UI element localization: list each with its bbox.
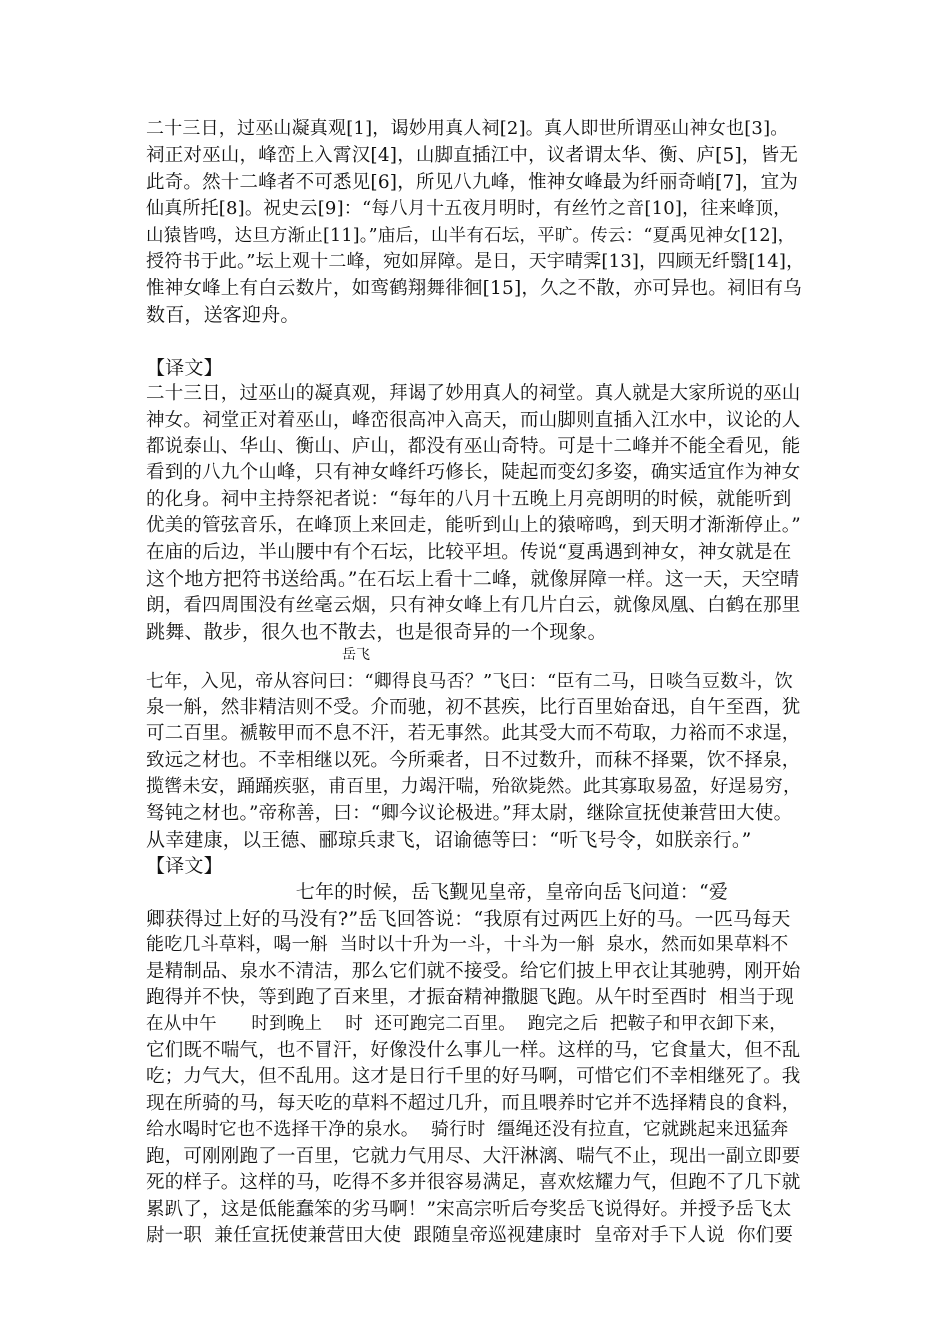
text-line: 七年，入见，帝从容问曰：“卿得良马否？”飞曰：“臣有二马，日啖刍豆数斗，饮 — [146, 671, 794, 692]
text-line: 卿获得过上好的马没有?”岳飞回答说：“我原有过两匹上好的马。一匹马每天 — [146, 908, 791, 930]
text-line: 此奇。然十二峰者不可悉见[6]，所见八九峰，惟神女峰最为纤丽奇峭[7]，宜为 — [146, 172, 799, 193]
author-name: 岳飞 — [342, 647, 370, 663]
text-line: 神女。祠堂正对着巫山，峰峦很高冲入高天，而山脚则直插入江水中，议论的人 — [146, 410, 801, 431]
text-line: 致远之材也。不幸相继以死。今所乘者，日不过数升，而秣不择粟，饮不择泉， — [146, 750, 801, 771]
text-line: 它们既不喘气，也不冒汗，好像没什么事儿一样。这样的马，它食量大，但不乱 — [146, 1040, 801, 1061]
text-line: 能吃几斗草料，喝一斛 当时以十升为一斗，十斗为一斛 泉水，然而如果草料不 — [146, 934, 789, 955]
text-line: 给水喝时它也不选择干净的泉水。 骑行时 缰绳还没有拉直，它就跳起来迅猛奔 — [146, 1119, 789, 1140]
text-line: 从幸建康，以王德、郦琼兵隶飞，诏谕德等曰：“听飞号令，如朕亲行。” — [146, 829, 752, 851]
text-line: 二十三日，过巫山凝真观[1]，谒妙用真人祠[2]。真人即世所谓巫山神女也[3]。 — [146, 118, 789, 139]
text-line: 吃；力气大，但不乱用。这才是日行千里的好马啊，可惜它们不幸相继死了。我 — [146, 1066, 801, 1087]
text-line: 的化身。祠中主持祭祀者说：“每年的八月十五晚上月亮朗明的时候，就能听到 — [146, 489, 792, 510]
text-line: 跑得并不快，等到跑了百来里，才振奋精神撒腿飞跑。从午时至酉时 相当于现 — [146, 987, 794, 1008]
section-heading: 【译文】 — [146, 855, 223, 877]
text-line: 死的样子。这样的马，吃得不多并很容易满足，喜欢炫耀力气，但跑不了几下就 — [146, 1172, 801, 1193]
text-line: 在从中午 时到晚上 时 还可跑完二百里。 跑完之后 把鞍子和甲衣卸下来， — [146, 1014, 787, 1034]
text-line: 都说泰山、华山、衡山、庐山，都没有巫山奇特。可是十二峰并不能全看见，能 — [146, 436, 801, 457]
section-heading: 【译文】 — [146, 357, 223, 379]
text-line: 仙真所托[8]。祝史云[9]：“每八月十五夜月明时，有丝竹之音[10]，往来峰顶， — [146, 198, 792, 219]
text-line: 山猿皆鸣，达旦方渐止[11]。”庙后，山半有石坛，平旷。传云：“夏禹见神女[12]， — [146, 226, 796, 246]
text-line: 现在所骑的马，每天吃的草料不超过几升，而且喂养时它并不选择精良的食料， — [146, 1093, 801, 1114]
text-line: 在庙的后边，半山腰中有个石坛，比较平坦。传说“夏禹遇到神女，神女就是在 — [146, 542, 792, 563]
text-line: 揽辔未安，踊踊疾驱，甫百里，力竭汗喘，殆欲毙然。此其寡取易盈，好逞易穷， — [146, 776, 802, 797]
text-line: 优美的管弦音乐，在峰顶上来回走，能听到山上的猿啼鸣，到天明才渐渐停止。” — [146, 515, 801, 536]
text-line: 可二百里。褫鞍甲而不息不汗，若无事然。此其受大而不苟取，力裕而不求逞， — [146, 723, 801, 744]
text-line: 泉一斛，然非精洁则不受。介而驰，初不甚疾，比行百里始奋迅，自午至酉，犹 — [146, 697, 801, 718]
text-line: 看到的八九个山峰，只有神女峰纤巧修长，陡起而变幻多姿，确实适宜作为神女 — [146, 462, 801, 483]
text-line: 是精制品、泉水不清洁，那么它们就不接受。给它们披上甲衣让其驰骋，刚开始 — [146, 961, 801, 982]
text-line: 驽钝之材也。”帝称善，曰：“卿今议论极进。”拜太尉，继除宣抚使兼营田大使。 — [146, 803, 793, 824]
text-line: 数百，送客迎舟。 — [146, 304, 300, 326]
text-line: 跑，可刚刚跑了一百里，它就力气用尽、大汗淋漓、喘气不止，现出一副立即要 — [146, 1146, 801, 1167]
text-line: 惟神女峰上有白云数片，如鸾鹤翔舞徘徊[15]，久之不散，亦可异也。祠旧有乌 — [146, 278, 802, 299]
text-line: 二十三日，过巫山的凝真观，拜谒了妙用真人的祠堂。真人就是大家所说的巫山 — [146, 383, 801, 404]
text-line: 祠正对巫山，峰峦上入霄汉[4]，山脚直插江中，议者谓太华、衡、庐[5]，皆无 — [146, 145, 799, 166]
text-line: 朗，看四周围没有丝毫云烟，只有神女峰上有几片白云，就像凤凰、白鹤在那里 — [146, 595, 801, 616]
text-line: 累趴了，这是低能蠢笨的劣马啊！”宋高宗听后夸奖岳飞说得好。并授予岳飞太 — [146, 1199, 792, 1220]
text-line: 这个地方把符书送给禹。”在石坛上看十二峰，就像屏障一样。这一天，天空晴 — [146, 568, 800, 590]
text-line: 跳舞、散步，很久也不散去，也是很奇异的一个现象。 — [146, 621, 607, 643]
text-line: 七年的时候，岳飞觐见皇帝，皇帝向岳飞问道：“爱 — [146, 881, 729, 903]
text-line: 授符书于此。”坛上观十二峰，宛如屏障。是日，天宇晴霁[13]，四顾无纤翳[14]， — [146, 251, 805, 272]
text-line: 尉一职 兼任宣抚使兼营田大使 跟随皇帝巡视建康时 皇帝对手下人说 你们要 — [146, 1225, 794, 1246]
